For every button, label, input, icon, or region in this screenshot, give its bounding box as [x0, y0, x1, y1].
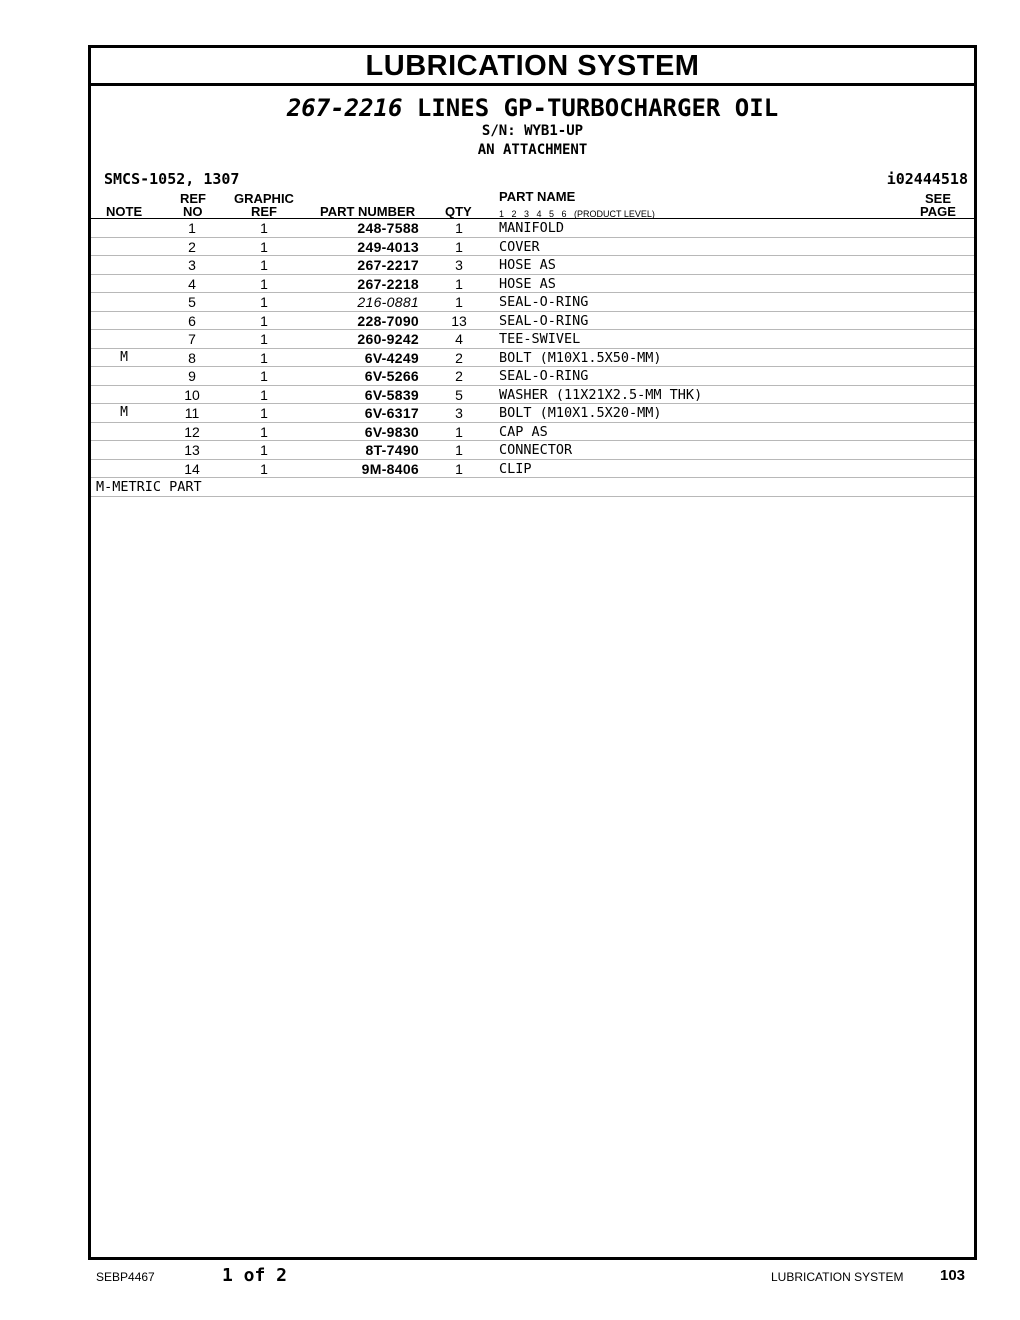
col-ref-top: REF	[180, 191, 206, 206]
col-see-bottom: PAGE	[920, 204, 956, 219]
document-identifier: i02444518	[886, 170, 968, 188]
graphic-ref-cell: 1	[260, 460, 268, 477]
qty-cell: 2	[455, 368, 463, 384]
table-row	[91, 423, 974, 442]
group-title	[91, 94, 974, 122]
part-name-cell: COVER	[499, 238, 540, 255]
part-name-cell: SEAL-O-RING	[499, 368, 589, 384]
ref-cell: 13	[184, 442, 200, 458]
ref-cell: 12	[184, 423, 200, 440]
qty-cell: 2	[455, 349, 463, 366]
part-number-cell: 6V-5839	[364, 386, 419, 403]
col-graphic-top: GRAPHIC	[234, 191, 294, 206]
col-part-name: PART NAME	[499, 189, 576, 204]
table-row	[91, 330, 974, 349]
part-name-cell: MANIFOLD	[499, 220, 565, 236]
section-title: LUBRICATION SYSTEM	[91, 48, 974, 86]
ref-cell: 4	[188, 275, 196, 292]
group-name: LINES GP-TURBOCHARGER OIL	[416, 94, 779, 122]
table-row	[91, 367, 974, 386]
qty-cell: 1	[455, 275, 463, 292]
metric-footnote-text: M-METRIC PART	[96, 479, 202, 495]
part-name-cell: CLIP	[499, 460, 532, 477]
table-row	[91, 293, 974, 312]
ref-cell: 8	[188, 349, 196, 366]
part-name-cell: TEE-SWIVEL	[499, 331, 581, 347]
graphic-ref-cell: 1	[260, 405, 268, 421]
col-see-top: SEE	[925, 191, 952, 206]
table-row	[91, 349, 974, 368]
ref-cell: 11	[184, 405, 200, 421]
part-number-cell: 6V-9830	[364, 423, 419, 440]
page-of-count: 1 of 2	[222, 1265, 288, 1286]
group-number: 267-2216	[286, 94, 403, 122]
ref-cell: 9	[188, 368, 196, 384]
part-number-cell: 8T-7490	[365, 442, 419, 458]
col-qty: QTY	[445, 204, 472, 219]
graphic-ref-cell: 1	[260, 331, 268, 347]
qty-cell: 3	[455, 405, 463, 421]
column-header	[91, 189, 974, 219]
qty-cell: 5	[455, 386, 463, 403]
qty-cell: 1	[455, 220, 463, 236]
part-number-cell: 260-9242	[357, 331, 419, 347]
qty-cell: 1	[455, 460, 463, 477]
note-cell: M	[120, 405, 128, 420]
part-name-cell: BOLT (M10X1.5X20-MM)	[499, 405, 662, 421]
col-note: NOTE	[106, 204, 143, 219]
graphic-ref-cell: 1	[260, 312, 268, 329]
table-row	[91, 312, 974, 331]
col-ref-bottom: NO	[183, 204, 203, 219]
graphic-ref-cell: 1	[260, 386, 268, 403]
part-number-cell: 228-7090	[357, 312, 419, 329]
graphic-ref-cell: 1	[260, 220, 268, 236]
graphic-ref-cell: 1	[260, 442, 268, 458]
qty-cell: 1	[455, 423, 463, 440]
qty-cell: 1	[455, 238, 463, 255]
footer-section-name: LUBRICATION SYSTEM	[771, 1270, 904, 1284]
part-name-cell: HOSE AS	[499, 257, 556, 273]
table-row	[91, 386, 974, 405]
qty-cell: 1	[455, 294, 463, 310]
note-cell: M	[120, 349, 128, 365]
part-name-cell: WASHER (11X21X2.5-MM THK)	[499, 386, 703, 403]
serial-number: S/N: WYB1-UP	[481, 123, 584, 139]
ref-cell: 14	[184, 460, 200, 477]
page-frame	[88, 45, 977, 1260]
graphic-ref-cell: 1	[260, 423, 268, 440]
ref-cell: 5	[188, 294, 196, 310]
col-part-number: PART NUMBER	[320, 204, 416, 219]
ref-cell: 2	[188, 238, 196, 255]
graphic-ref-cell: 1	[260, 294, 268, 310]
table-row	[91, 219, 974, 238]
ref-cell: 3	[188, 257, 196, 273]
attachment-label: AN ATTACHMENT	[477, 142, 588, 158]
ref-cell: 6	[188, 312, 196, 329]
graphic-ref-cell: 1	[260, 257, 268, 273]
graphic-ref-cell: 1	[260, 368, 268, 384]
table-row	[91, 460, 974, 479]
table-row	[91, 441, 974, 460]
page-footer	[0, 1265, 1020, 1289]
col-graphic-bottom: REF	[251, 204, 277, 219]
part-number-cell: 6V-5266	[364, 368, 419, 384]
metric-footnote	[91, 478, 974, 497]
part-name-cell: BOLT (M10X1.5X50-MM)	[499, 349, 662, 366]
part-name-cell: SEAL-O-RING	[499, 294, 589, 310]
table-row	[91, 238, 974, 257]
part-number-cell: 248-7588	[357, 220, 419, 236]
table-row	[91, 275, 974, 294]
ref-cell: 7	[188, 331, 196, 347]
graphic-ref-cell: 1	[260, 349, 268, 366]
part-number-cell: 9M-8406	[361, 460, 419, 477]
table-row	[91, 404, 974, 423]
part-name-cell: CONNECTOR	[499, 442, 573, 458]
part-name-cell: HOSE AS	[499, 275, 556, 292]
qty-cell: 1	[455, 442, 463, 458]
col-product-levels: 1 2 3 4 5 6 (PRODUCT LEVEL)	[499, 209, 655, 219]
qty-cell: 13	[451, 312, 467, 329]
graphic-ref-cell: 1	[260, 275, 268, 292]
graphic-ref-cell: 1	[260, 238, 268, 255]
smcs-codes: SMCS-1052, 1307	[104, 170, 240, 188]
ref-cell: 10	[184, 386, 200, 403]
part-number-cell: 267-2217	[357, 257, 419, 273]
parts-list	[91, 219, 974, 497]
part-number-cell: 267-2218	[357, 275, 419, 292]
qty-cell: 4	[455, 331, 463, 347]
smcs-row	[91, 168, 974, 190]
table-row	[91, 256, 974, 275]
part-name-cell: CAP AS	[499, 423, 548, 440]
part-number-cell: 6V-4249	[364, 349, 419, 366]
qty-cell: 3	[455, 257, 463, 273]
document-number: SEBP4467	[96, 1270, 155, 1284]
part-number-cell: 249-4013	[357, 238, 419, 255]
part-number-cell: 6V-6317	[364, 405, 419, 421]
part-name-cell: SEAL-O-RING	[499, 312, 589, 329]
page-number: 103	[940, 1267, 966, 1284]
part-number-cell: 216-0881	[357, 294, 419, 310]
ref-cell: 1	[188, 220, 196, 236]
